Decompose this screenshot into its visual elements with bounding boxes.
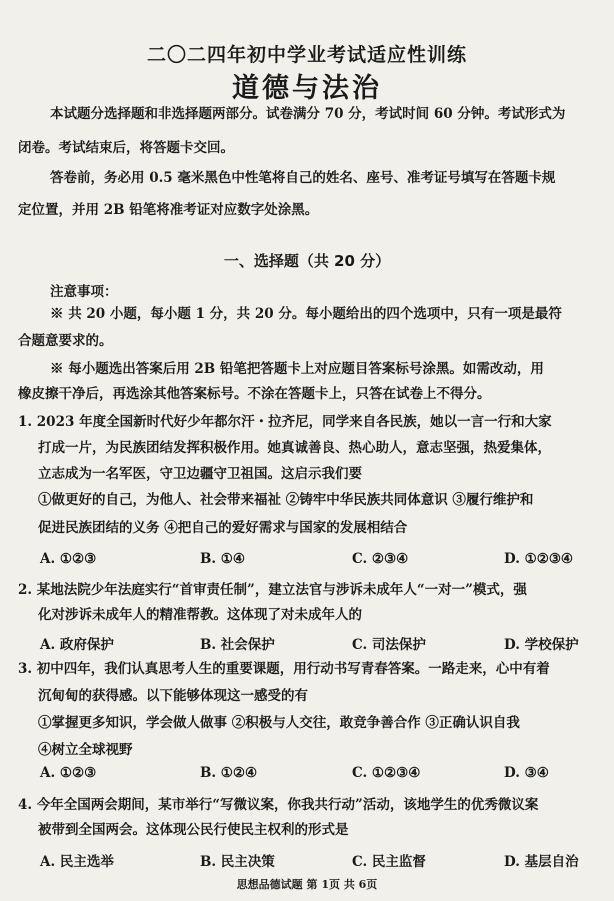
subject-title: 道德与法治	[232, 73, 382, 104]
option-b: B. 民主决策	[200, 854, 275, 870]
option-a: A. ①②③	[40, 551, 97, 567]
question-line: 1. 2023 年度全国新时代好少年都尔汗・拉齐尼，同学来自各民族，她以一言一行和大家	[18, 414, 552, 430]
notes-label: 注意事项：	[50, 284, 118, 300]
note-line: ※ 每小题选出答案后用 2B 铅笔把答题卡上对应题目答案标号涂黑。如需改动，用	[50, 361, 544, 377]
instruction-line: 闭卷。考试结束后，将答题卡交回。	[18, 140, 234, 156]
option-b: B. ①②④	[200, 765, 258, 781]
instruction-line: 答卷前，务必用 0.5 毫米黑色中性笔将自己的姓名、座号、准考证号填写在答题卡规	[50, 170, 556, 186]
question-line: 被带到全国两会。这体现公民行使民主权利的形式是	[38, 822, 349, 838]
note-line: 橡皮擦干净后，再选涂其他答案标号。不涂在答题卡上，只答在试卷上不得分。	[18, 386, 491, 402]
option-a: A. ①②③	[40, 765, 97, 781]
option-b: B. ①④	[200, 551, 246, 567]
option-b: B. 社会保护	[200, 637, 275, 653]
question-line: 3. 初中四年，我们认真思考人生的重要课题，用行动书写青春答案。一路走来，心中有着	[18, 661, 550, 677]
option-d: D. ③④	[504, 765, 549, 781]
option-d: D. 学校保护	[504, 637, 579, 653]
option-c: C. 民主监督	[352, 854, 426, 870]
question-line: 化对涉诉未成年人的精准帮教。这体现了对未成年人的	[38, 607, 362, 623]
note-line: 合题意要求的。	[18, 333, 113, 349]
option-d: D. ①②③④	[504, 551, 574, 567]
question-line: 2. 某地法院少年法庭实行“首审责任制”，建立法官与涉诉未成年人“一对一”模式，强	[18, 582, 527, 598]
question-line: 沉甸甸的获得感。以下能够体现这一感受的有	[38, 688, 308, 704]
question-line: ④树立全球视野	[38, 742, 133, 758]
question-line: 打成一片，为民族团结发挥积极作用。她真诚善良、热心助人，意志坚强，热爱集体，	[38, 440, 551, 456]
question-line: 4. 今年全国两会期间，某市举行“写微议案，你我共行动”活动，该地学生的优秀微议案	[18, 797, 539, 813]
option-a: A. 民主选举	[40, 854, 114, 870]
question-line: ①掌握更多知识，学会做人做事 ②积极与人交往，敢竞争善合作 ③正确认识自我	[38, 715, 520, 731]
note-line: ※ 共 20 小题，每小题 1 分，共 20 分。每小题给出的四个选项中，只有一项是最符	[50, 306, 562, 322]
option-c: C. 司法保护	[352, 637, 426, 653]
section-title: 一、选择题（共 20 分）	[223, 252, 391, 270]
option-c: C. ①②③④	[352, 765, 421, 781]
exam-title: 二〇二四年初中学业考试适应性训练	[146, 44, 467, 66]
option-a: A. 政府保护	[40, 637, 114, 653]
question-line: ①做更好的自己，为他人、社会带来福祉 ②铸牢中华民族共同体意识 ③履行维护和	[38, 492, 534, 508]
page-footer: 思想品德试题 第 1页 共 6页	[236, 878, 378, 891]
question-line: 立志成为一名军医，守卫边疆守卫祖国。这启示我们要	[38, 466, 362, 482]
instruction-line: 本试题分选择题和非选择题两部分。试卷满分 70 分，考试时间 60 分钟。考试形式为	[50, 106, 566, 122]
option-c: C. ②③④	[352, 551, 409, 567]
option-d: D. 基层自治	[504, 854, 579, 870]
instruction-line: 定位置，并用 2B 铅笔将准考证对应数字处涂黑。	[18, 202, 319, 218]
question-line: 促进民族团结的义务 ④把自己的爱好需求与国家的发展相结合	[38, 520, 408, 536]
